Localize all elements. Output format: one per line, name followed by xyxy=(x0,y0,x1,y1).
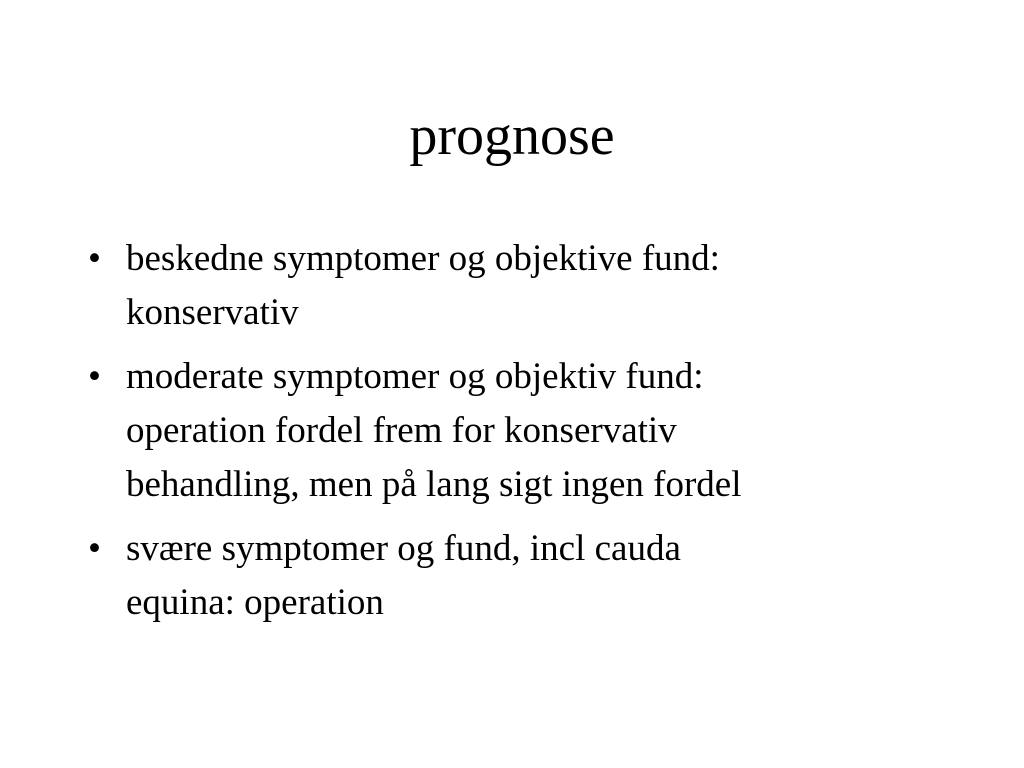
bullet-item xyxy=(86,522,946,630)
bullet-line: moderate symptomer og objektiv fund: xyxy=(126,356,704,397)
bullet-item xyxy=(86,350,946,512)
bullet-item xyxy=(86,232,946,340)
bullet-text xyxy=(126,522,946,630)
bullet-line: equina: operation xyxy=(126,582,384,623)
bullet-list xyxy=(86,232,946,640)
bullet-dot-icon: • xyxy=(88,238,101,279)
bullet-text xyxy=(126,350,946,512)
bullet-text xyxy=(126,232,946,340)
bullet-line: konservativ xyxy=(126,292,299,333)
bullet-dot-icon: • xyxy=(88,528,101,569)
bullet-line: svære symptomer og fund, incl cauda xyxy=(126,528,681,569)
slide-title: prognose xyxy=(409,105,615,167)
bullet-line: behandling, men på lang sigt ingen fordel xyxy=(126,464,742,505)
bullet-dot-icon: • xyxy=(88,356,101,397)
bullet-line: beskedne symptomer og objektive fund: xyxy=(126,238,720,279)
bullet-line: operation fordel frem for konservativ xyxy=(126,410,677,451)
